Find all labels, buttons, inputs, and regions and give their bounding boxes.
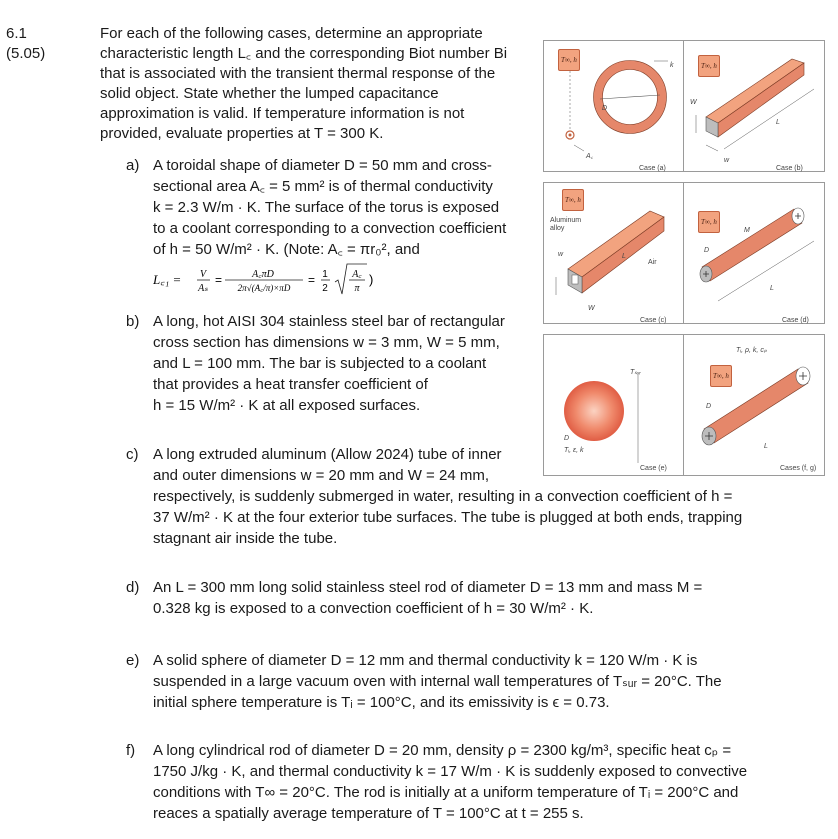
figure-panels bbox=[543, 40, 823, 474]
problem-ref: (5.05) bbox=[6, 45, 46, 62]
part-c-line: stagnant air inside the tube. bbox=[153, 530, 338, 547]
case-c-alloy: Aluminum alloy bbox=[550, 217, 582, 232]
figure-case-b bbox=[683, 40, 825, 172]
part-b-line: A long, hot AISI 304 stainless steel bar of rectangular bbox=[153, 313, 505, 330]
figure-case-e bbox=[543, 334, 685, 476]
part-a-line: sectional area A꜀ = 5 mm² is of thermal conductivity bbox=[153, 178, 493, 195]
part-a-line: to a coolant corresponding to a convection coefficient bbox=[153, 220, 507, 237]
part-e-line: A solid sphere of diameter D = 12 mm and thermal conductivity k = 120 W/m · K is bbox=[153, 652, 698, 669]
figure-case-a bbox=[543, 40, 685, 172]
case-b-tag: T∞, h bbox=[698, 55, 720, 77]
cylinder-drawing bbox=[684, 335, 824, 475]
part-c-label: c) bbox=[126, 446, 139, 463]
case-e-caption: Case (e) bbox=[640, 465, 667, 472]
formula-t3-den: 2 bbox=[322, 283, 328, 294]
formula-lhs: L꜀₁ = bbox=[153, 272, 182, 287]
bar-drawing bbox=[684, 41, 824, 171]
case-c-W: W bbox=[588, 305, 595, 312]
intro-line: characteristic length L꜀ and the corresponding Biot number Bi bbox=[100, 45, 508, 62]
part-f-label: f) bbox=[126, 742, 136, 759]
case-c-L: L bbox=[622, 253, 626, 260]
case-b-W: W bbox=[690, 99, 697, 106]
case-b-caption: Case (b) bbox=[776, 165, 803, 172]
formula-t4-den: π bbox=[354, 283, 360, 294]
case-d-D: D bbox=[704, 247, 710, 254]
svg-text:=: = bbox=[308, 273, 316, 287]
part-b-line: h = 15 W/m² · K at all exposed surfaces. bbox=[153, 397, 421, 414]
intro-line: that is associated with the transient thermal response of the bbox=[100, 65, 496, 82]
part-c-line: respectively, is suddenly submerged in water, resulting in a convection coefficient of h = bbox=[153, 488, 733, 505]
formula-t1-num: V bbox=[199, 269, 207, 280]
part-e-line: suspended in a large vacuum oven with internal wall temperatures of Tₛᵤᵣ = 20°C. The bbox=[153, 673, 722, 690]
problem-intro bbox=[100, 24, 540, 144]
case-e-props: Tᵢ, ε, k bbox=[564, 447, 584, 454]
intro-line: approximation is valid. If temperature information is not bbox=[100, 105, 465, 122]
case-c-air: Air bbox=[648, 259, 657, 266]
case-a-tag: T∞, h bbox=[558, 49, 580, 71]
part-d-line: An L = 300 mm long solid stainless steel rod of diameter D = 13 mm and mass M = bbox=[153, 579, 703, 596]
case-a-Ac: A꜀ bbox=[586, 153, 594, 160]
case-fg-tag: T∞, h bbox=[710, 365, 732, 387]
intro-line: solid object. State whether the lumped capacitance bbox=[100, 85, 439, 102]
problem-number: 6.1 bbox=[6, 25, 27, 42]
figure-case-fg bbox=[683, 334, 825, 476]
formula-close: ) bbox=[369, 272, 374, 287]
part-b-label: b) bbox=[126, 313, 140, 330]
part-d-label: d) bbox=[126, 579, 140, 596]
case-d-tag: T∞, h bbox=[698, 211, 720, 233]
problem-number-block bbox=[6, 24, 86, 64]
svg-text:=: = bbox=[215, 273, 223, 287]
case-e-D: D bbox=[564, 435, 570, 442]
part-a-line: A toroidal shape of diameter D = 50 mm and cross- bbox=[153, 157, 492, 174]
intro-line: provided, evaluate properties at T = 300 K. bbox=[100, 125, 384, 142]
case-fg-L: L bbox=[764, 443, 768, 450]
part-d-line: 0.328 kg is exposed to a convection coefficient of h = 30 W/m² · K. bbox=[153, 600, 594, 617]
part-f-line: conditions with T∞ = 20°C. The rod is initially at a uniform temperature of Tᵢ = 200°C and bbox=[153, 784, 739, 801]
part-a-label: a) bbox=[126, 157, 140, 174]
part-c-line: and outer dimensions w = 20 mm and W = 24 mm, bbox=[153, 467, 489, 484]
part-e-line: initial sphere temperature is Tᵢ = 100°C, and its emissivity is ϵ = 0.73. bbox=[153, 694, 610, 711]
case-b-L: L bbox=[776, 119, 780, 126]
part-f-line: A long cylindrical rod of diameter D = 20 mm, density ρ = 2300 kg/m³, specific heat cₚ = bbox=[153, 742, 732, 759]
formula-t3-num: 1 bbox=[322, 269, 328, 280]
case-d-M: M bbox=[744, 227, 750, 234]
formula-t2-num: A꜀πD bbox=[252, 269, 274, 280]
figure-case-d bbox=[683, 182, 825, 324]
case-a-D: D bbox=[602, 105, 608, 112]
part-f-line: reaces a spatially average temperature of T = 100°C at t = 255 s. bbox=[153, 805, 584, 822]
case-c-caption: Case (c) bbox=[640, 317, 667, 324]
case-fg-props: Tᵢ, ρ, k, cₚ bbox=[736, 347, 767, 354]
characteristic-length-formula bbox=[153, 258, 393, 302]
part-e-label: e) bbox=[126, 652, 140, 669]
case-a-k: k bbox=[670, 62, 674, 69]
case-fg-D: D bbox=[706, 403, 712, 410]
case-d-L: L bbox=[770, 285, 774, 292]
case-b-w: w bbox=[724, 157, 730, 164]
part-f-line: 1750 J/kg · K, and thermal conductivity k = 17 W/m · K is suddenly exposed to convective bbox=[153, 763, 748, 780]
intro-line: For each of the following cases, determine an appropriate bbox=[100, 25, 483, 42]
formula-t1-den: Aₛ bbox=[198, 283, 208, 294]
case-fg-caption: Cases (f, g) bbox=[780, 465, 817, 472]
case-a-caption: Case (a) bbox=[639, 165, 666, 172]
part-a-line: k = 2.3 W/m · K. The surface of the torus is exposed bbox=[153, 199, 500, 216]
figure-case-c bbox=[543, 182, 685, 324]
part-b-line: that provides a heat transfer coefficient of bbox=[153, 376, 428, 393]
case-c-w: w bbox=[558, 251, 564, 258]
formula-t2-den: 2π√(A꜀/π)×πD bbox=[237, 283, 291, 293]
case-c-tag: T∞, h bbox=[562, 189, 584, 211]
torus-drawing bbox=[544, 41, 684, 171]
part-b-line: and L = 100 mm. The bar is subjected to a coolant bbox=[153, 355, 487, 372]
part-c-line: 37 W/m² · K at the four exterior tube surfaces. The tube is plugged at both ends, trapping bbox=[153, 509, 743, 526]
part-a-line: of h = 50 W/m² · K. (Note: A꜀ = πr₀², and bbox=[153, 241, 420, 258]
formula-t4-num: A꜀ bbox=[352, 269, 362, 280]
case-d-caption: Case (d) bbox=[782, 317, 809, 324]
part-c-line: A long extruded aluminum (Allow 2024) tube of inner bbox=[153, 446, 502, 463]
part-b-line: cross section has dimensions w = 3 mm, W = 5 mm, bbox=[153, 334, 500, 351]
case-e-Tsur: Tₛᵤᵣ bbox=[630, 369, 641, 376]
tube-drawing bbox=[544, 183, 684, 323]
